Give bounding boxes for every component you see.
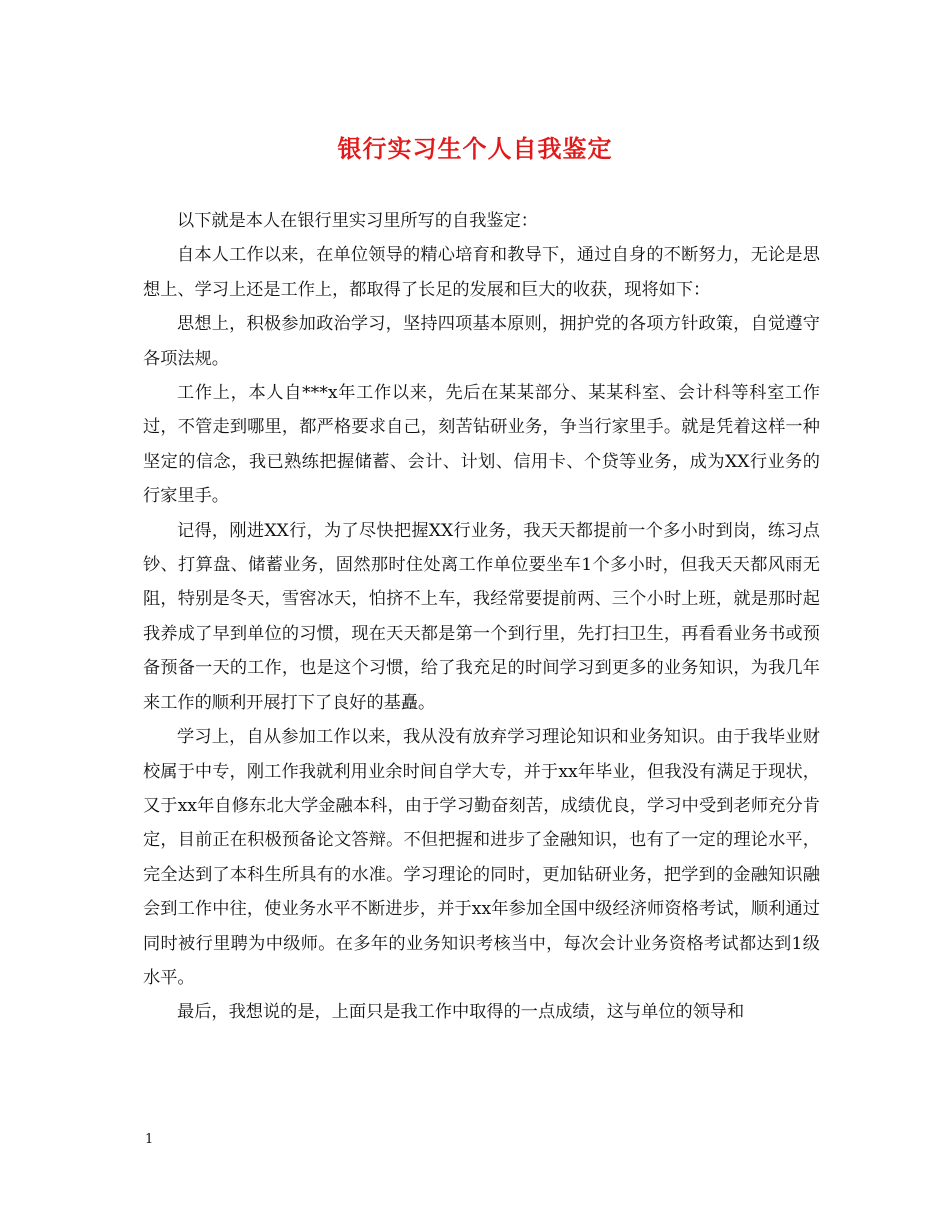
document-title: 银行实习生个人自我鉴定 [337, 134, 613, 163]
paragraph-intro: 以下就是本人在银行里实习里所写的自我鉴定： [177, 211, 538, 231]
paragraph-study: 学习上，自从参加工作以来，我从没有放弃学习理论知识和业务知识。由于我毕业财校属于中专，刚工作我就利用业余时间自学大专，并于xx年毕业，但我没有满足于现状，又于xx年自修东北大学金融本科，由于学习勤奋刻苦，成绩优良，学习中受到老师充分肯定，目前正在积极预备论文答辩。不但把握和进步了金融知识，也有了一定的理论水平，完全达到了本科生所具有的水准。学习理论的同时，更加钻研业务，把学到的金融知识融会到工作中往，使业务水平不断进步，并于xx年参加全国中级经济师资格考试，顺利通过同时被行里聘为中级师。在多年的业务知识考核当中，每次会计业务资格考试都达到1级水平。 [143, 727, 820, 988]
page-number: 1 [145, 1132, 154, 1147]
paragraph-memory: 记得，刚进XX行，为了尽快把握XX行业务，我天天都提前一个多小时到岗，练习点钞、打算盘、储蓄业务，固然那时住处离工作单位要坐车1个多小时，但我天天都风雨无阻，特别是冬天，雪窖冰天，怕挤不上车，我经常要提前两、三个小时上班，就是那时起我养成了早到单位的习惯，现在天天都是第一个到行里，先打扫卫生，再看看业务书或预备预备一天的工作，也是这个习惯，给了我充足的时间学习到更多的业务知识，为我几年来工作的顺利开展打下了良好的基矗。 [143, 520, 820, 713]
document-body [143, 204, 820, 1030]
paragraph-work: 工作上，本人自***x年工作以来，先后在某某部分、某某科室、会计科等科室工作过，不管走到哪里，都严格要求自己，刻苦钻研业务，争当行家里手。就是凭着这样一种坚定的信念，我已熟练把握储蓄、会计、计划、信用卡、个贷等业务，成为XX行业务的行家里手。 [143, 383, 820, 507]
paragraph-final: 最后，我想说的是，上面只是我工作中取得的一点成绩，这与单位的领导和 [177, 1002, 745, 1023]
paragraph-overview: 自本人工作以来，在单位领导的精心培育和教导下，通过自身的不断努力，无论是思想上、学习上还是工作上，都取得了长足的发展和巨大的收获，现将如下： [143, 245, 820, 300]
paragraph-ideology: 思想上，积极参加政治学习，坚持四项基本原则，拥护党的各项方针政策，自觉遵守各项法规。 [143, 314, 820, 369]
